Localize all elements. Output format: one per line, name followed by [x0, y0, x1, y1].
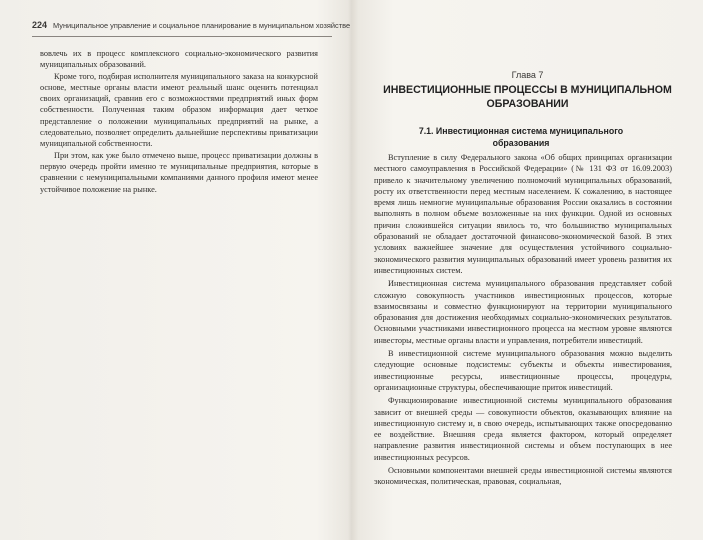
paragraph: Функционирование инвестиционной системы муниципального образования зависит от внешней среды — совокупности объектов, оказывающих влияние на инвестиционную систему и, в свою очередь, испытывающих также опосредованно ее воздействие. Внешняя среда является фактором, который определяет направление развития инвестиционной системы и объем поступающих в нее инвестиционных ресурсов. [374, 396, 672, 462]
paragraph: В инвестиционной системе муниципального образования можно выделить следующие основные подсистемы: субъекты и объекты инвестирования, инвестиционные ресурсы, инвестиционные процессы, процедуры, организационные структуры, обеспечивающие приток инвестиций. [374, 349, 672, 392]
header-rule [32, 36, 332, 37]
paragraph: При этом, как уже было отмечено выше, процесс приватизации должны в первую очередь пройти именно те муниципальные предприятия, которые в сравнении с немуниципальными компаниями данного профиля имеют менее устойчивое положение на рынке. [40, 150, 318, 194]
running-head [32, 20, 351, 34]
paragraph: Основными компонентами внешней среды инвестиционной системы являются экономическая, политическая, правовая, социальная, [374, 466, 672, 487]
paragraph: Инвестиционная система муниципального образования представляет собой сложную совокупность участников инвестиционных процессов, которые взаимосвязаны и совместно функционируют на территории муниципального образования для достижения необходимых социально-экономических результатов. Основными участниками инвестиционного процесса на местном уровне являются инвесторы, местные органы власти и управления, потребители инвестиций. [374, 279, 672, 345]
running-head-title: Муниципальное управление и социальное планирование в муниципальном хозяйстве [53, 21, 351, 30]
left-body-text [40, 48, 318, 195]
chapter-label: Глава 7 [511, 70, 544, 80]
paragraph: вовлечь их в процесс комплексного социально-экономического развития муниципальных образований. [40, 49, 318, 70]
left-page [0, 0, 351, 540]
paragraph: Кроме того, подбирая исполнителя муниципального заказа на конкурсной основе, местные органы власти имеют реальный шанс оценить потенциал своих организаций, сравнив его с возможностями предприятий иных форм собственности. Полученная таким образом информация дает четкое представление о положении муниципальных предприятий на рынке, а следовательно, позволяет определить дальнейшие перспективы приватизации муниципальной собственности. [40, 71, 318, 149]
page-number: 224 [32, 20, 48, 30]
right-body-text [374, 152, 672, 488]
chapter-title: ИНВЕСТИЦИОННЫЕ ПРОЦЕССЫ В МУНИЦИПАЛЬНОМ ОБРАЗОВАНИИ [383, 84, 672, 110]
right-page [352, 0, 703, 540]
paragraph: Вступление в силу Федерального закона «Об общих принципах организации местного самоуправления в Российской Федерации» (№ 131 ФЗ от 16.09.2003) привело к значительному увеличению полномочий муниципальных образований, росту их ответственности перед местным населением. К сожалению, в настоящее время лишь немногие муниципальные образования России оказались в состоянии выполнять в полном объеме возложенные на них функции. Одной из основных причин сложившейся ситуации явилось то, что большинство муниципальных образований не обладает достаточной финансово-экономической базой. В этих условиях важнейшее значение для осуществления устойчивого социально-экономического развития муниципальных образований имеет уровень развития их инвестиционных систем. [374, 153, 672, 275]
section-title: 7.1. Инвестиционная система муниципального образования [418, 126, 624, 148]
